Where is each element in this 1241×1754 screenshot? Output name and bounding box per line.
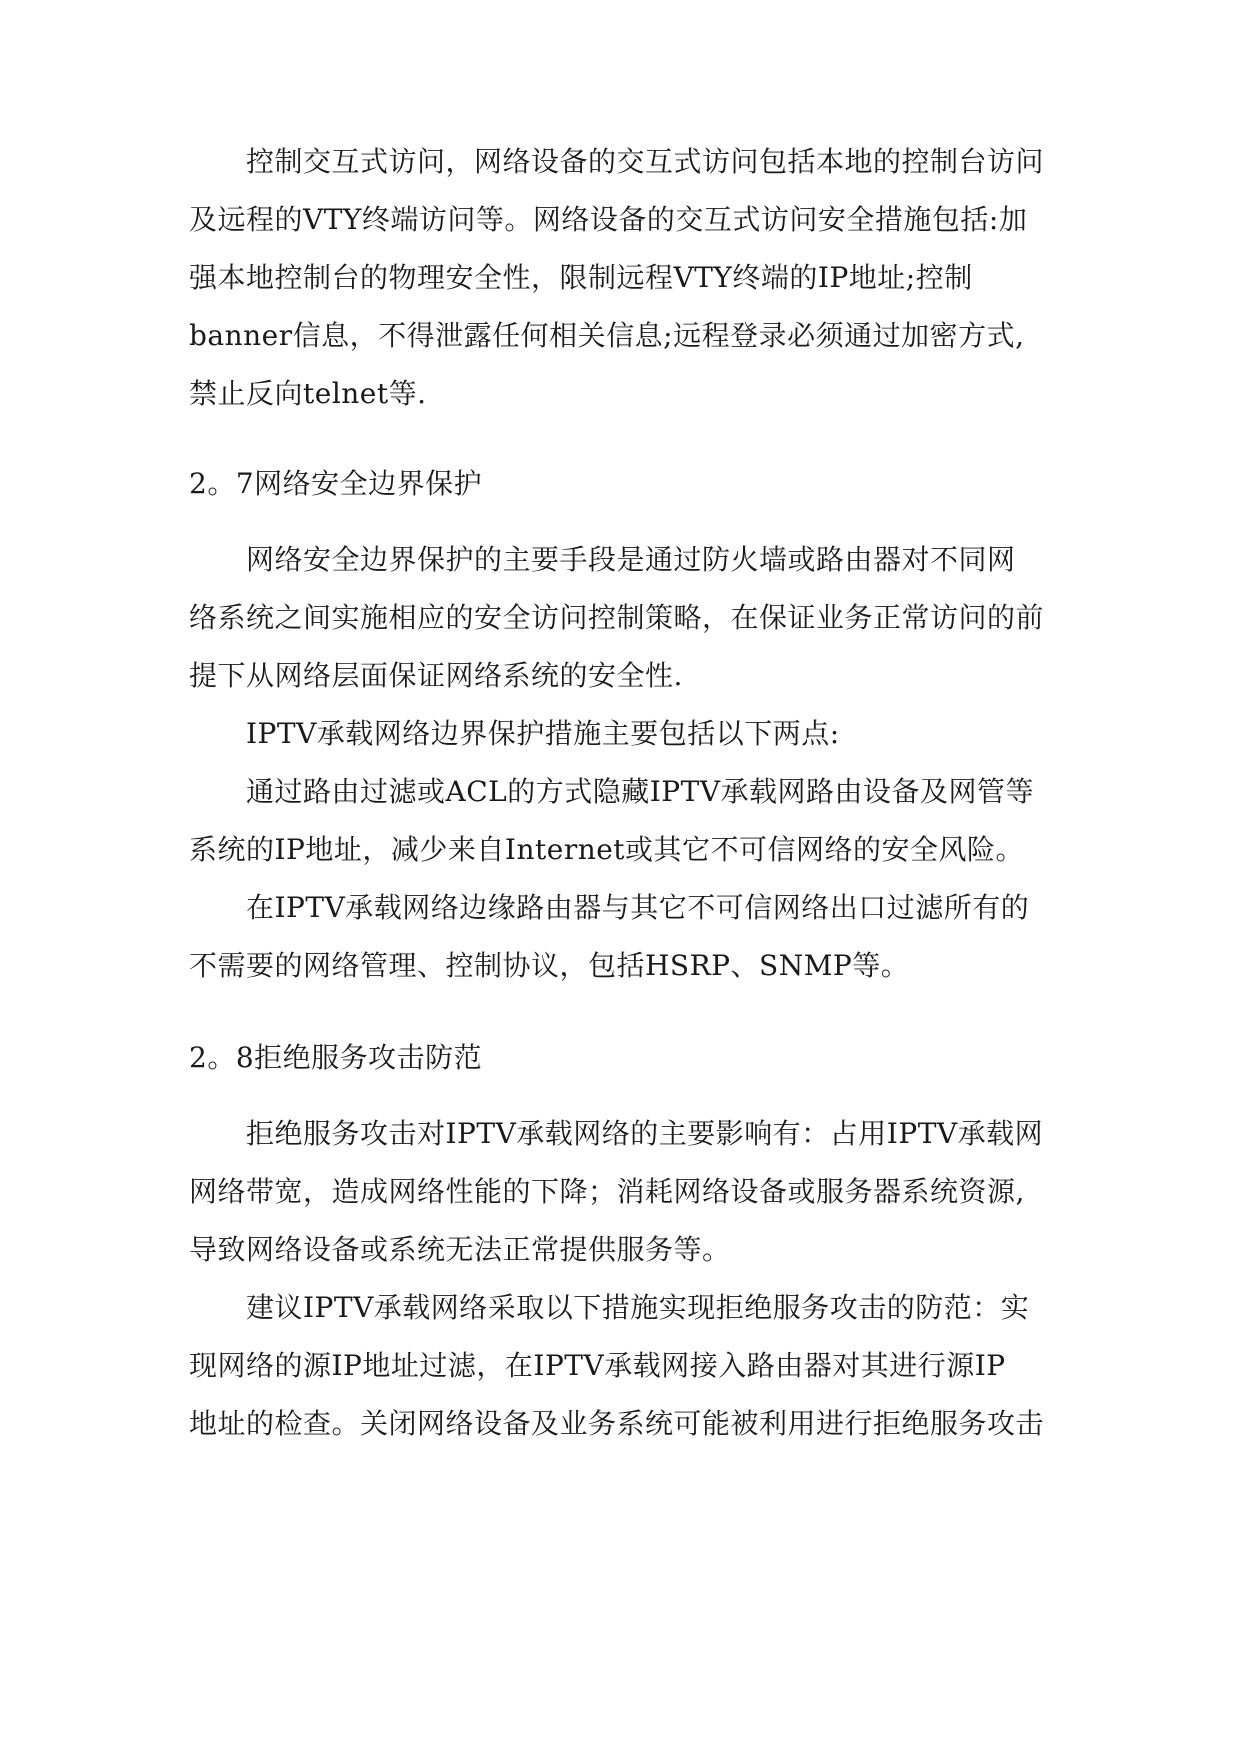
- paragraph-boundary-line-2: 络系统之间实施相应的安全访问控制策略，在保证业务正常访问的前: [189, 601, 1045, 634]
- paragraph-dos-impact-line-2: 网络带宽，造成网络性能的下降；消耗网络设备或服务器系统资源,: [189, 1175, 1025, 1208]
- paragraph-dos-prevention-line-2: 现网络的源IP地址过滤，在IPTV承载网接入路由器对其进行源IP: [189, 1349, 1006, 1382]
- paragraph-edge-router-line-2: 不需要的网络管理、控制协议，包括HSRP、SNMP等。: [189, 949, 910, 982]
- paragraph-route-filtering-line-1: 通过路由过滤或ACL的方式隐藏IPTV承载网路由设备及网管等: [246, 775, 1035, 808]
- paragraph-interactive-access-line-4: banner信息，不得泄露任何相关信息;远程登录必须通过加密方式,: [189, 319, 1025, 352]
- heading-2-8: 2。8拒绝服务攻击防范: [189, 1041, 483, 1074]
- paragraph-boundary-line-3: 提下从网络层面保证网络系统的安全性.: [189, 659, 683, 692]
- paragraph-edge-router-line-1: 在IPTV承载网络边缘路由器与其它不可信网络出口过滤所有的: [246, 891, 1030, 924]
- heading-2-7: 2。7网络安全边界保护: [189, 467, 483, 500]
- paragraph-dos-prevention-line-1: 建议IPTV承载网络采取以下措施实现拒绝服务攻击的防范：实: [246, 1291, 1030, 1324]
- paragraph-iptv-measures-intro: IPTV承载网络边界保护措施主要包括以下两点:: [246, 717, 840, 750]
- paragraph-interactive-access-line-1: 控制交互式访问，网络设备的交互式访问包括本地的控制台访问: [246, 145, 1045, 178]
- paragraph-dos-impact-line-1: 拒绝服务攻击对IPTV承载网络的主要影响有：占用IPTV承载网: [246, 1117, 1044, 1150]
- paragraph-interactive-access-line-3: 强本地控制台的物理安全性，限制远程VTY终端的IP地址;控制: [189, 261, 973, 294]
- paragraph-dos-impact-line-3: 导致网络设备或系统无法正常提供服务等。: [189, 1233, 731, 1266]
- paragraph-boundary-line-1: 网络安全边界保护的主要手段是通过防火墙或路由器对不同网: [246, 543, 1016, 576]
- paragraph-route-filtering-line-2: 系统的IP地址，减少来自Internet或其它不可信网络的安全风险。: [189, 833, 1025, 866]
- paragraph-interactive-access-line-5: 禁止反向telnet等.: [189, 377, 427, 410]
- paragraph-interactive-access-line-2: 及远程的VTY终端访问等。网络设备的交互式访问安全措施包括:加: [189, 203, 1028, 236]
- paragraph-dos-prevention-line-3: 地址的检查。关闭网络设备及业务系统可能被利用进行拒绝服务攻击: [189, 1407, 1045, 1440]
